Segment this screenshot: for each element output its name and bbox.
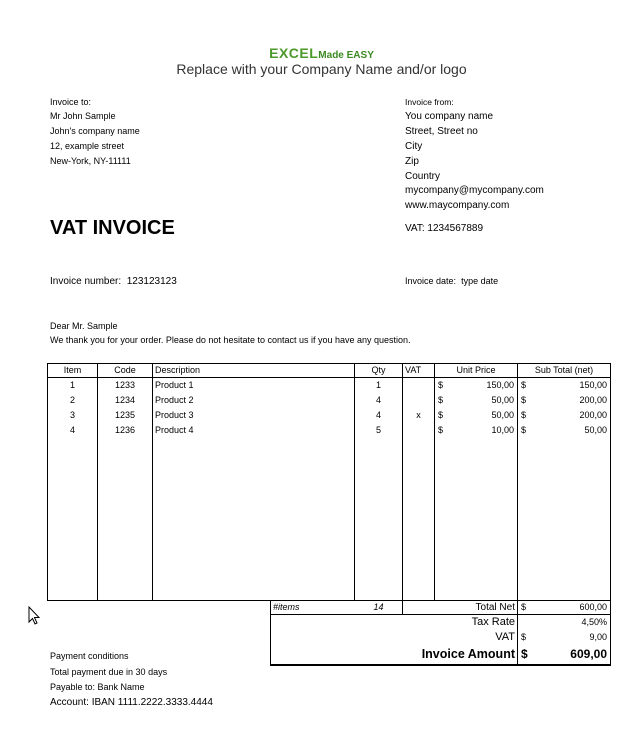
row-unit-price: 50,00 [491,395,514,405]
table-col-border [152,363,153,601]
table-col-border [517,363,518,601]
items-count-label: #items [273,602,300,612]
bank-account: Account: IBAN 1111.2222.3333.4444 [50,697,213,708]
row-description: Product 4 [155,425,194,435]
invoice-amount-currency: $ [521,647,528,661]
invoice-date-value: type date [461,276,499,286]
row-description: Product 2 [155,395,194,405]
row-subtotal: 150,00 [579,380,607,390]
invoice-to-label: Invoice to: [50,97,92,107]
header-description: Description [155,365,201,375]
row-subtotal: 200,00 [579,395,607,405]
row-code: 1233 [114,380,136,390]
row-subtotal: 50,00 [584,425,607,435]
tax-rate-label: Tax Rate [471,616,515,628]
row-subtotal-currency: $ [521,395,527,405]
invoice-amount-label: Invoice Amount [421,647,515,661]
row-qty: 1 [375,380,381,390]
row-code: 1235 [114,410,136,420]
thank-you-message: We thank you for your order. Please do not hesitate to contact us if you have any question. [50,335,411,345]
invoice-date [405,276,498,286]
table-bottom-border [47,600,611,601]
row-item: 3 [69,410,75,420]
bill-from-company: You company name [405,111,494,122]
bill-from-country: Country [405,171,441,182]
bill-to-company: John's company name [50,126,140,136]
total-net-label: Total Net [475,602,515,613]
row-unit-price: 150,00 [486,380,514,390]
row-unit-price-currency: $ [438,380,444,390]
header-unit-price: Unit Price [456,365,496,375]
row-unit-price-currency: $ [438,395,444,405]
row-unit-price-currency: $ [438,410,444,420]
vat-currency: $ [521,632,527,642]
bill-from-email: mycompany@mycompany.com [405,185,544,196]
row-qty: 4 [375,395,381,405]
invoice-from-label: Invoice from: [405,97,454,107]
totals-right-border [610,600,611,665]
invoice-date-label: Invoice date: [405,276,457,286]
mouse-cursor-icon [28,606,42,631]
bill-to-street: 12, example street [50,141,125,151]
invoice-number-label: Invoice number: [50,276,122,287]
bill-from-zip: Zip [405,156,419,167]
payment-conditions-title: Payment conditions [50,651,129,661]
total-net-currency: $ [521,602,527,612]
header-subtotal: Sub Total (net) [534,365,594,375]
row-code: 1236 [114,425,136,435]
row-item: 1 [69,380,75,390]
table-col-border [434,363,435,601]
bill-to-name: Mr John Sample [50,111,116,121]
total-net-value: 600,00 [579,602,607,612]
row-description: Product 3 [155,410,194,420]
payable-to: Payable to: Bank Name [50,682,145,692]
row-vat: x [416,410,421,420]
greeting: Dear Mr. Sample [50,321,118,331]
bill-from-street: Street, Street no [405,126,478,137]
header-item: Item [63,365,82,375]
table-col-border [610,363,611,601]
totals-divider [402,600,403,614]
row-qty: 5 [375,425,381,435]
row-description: Product 1 [155,380,194,390]
company-name-placeholder: Replace with your Company Name and/or logo [176,61,467,77]
row-unit-price: 10,00 [491,425,514,435]
header-code: Code [114,365,136,375]
logo-brand: EXCEL [269,45,319,61]
row-item: 2 [69,395,75,405]
header-qty: Qty [371,365,386,375]
tax-rate-value: 4,50% [581,617,607,627]
items-count: 14 [373,602,384,612]
row-code: 1234 [114,395,136,405]
company-logo [0,45,643,61]
row-subtotal-currency: $ [521,425,527,435]
bill-from-website: www.maycompany.com [405,200,510,211]
row-unit-price-currency: $ [438,425,444,435]
row-unit-price: 50,00 [491,410,514,420]
row-item: 4 [69,425,75,435]
vat-label: VAT [495,631,515,643]
totals-left-border [270,600,271,665]
totals-bottom-border [270,664,611,666]
bill-from-vat: VAT: 1234567889 [405,223,484,234]
invoice-number-value: 123123123 [126,276,177,287]
totals-divider [517,600,518,665]
payment-due: Total payment due in 30 days [50,667,168,677]
bill-to-city: New-York, NY-11111 [50,156,131,166]
row-qty: 4 [375,410,381,420]
row-subtotal-currency: $ [521,380,527,390]
table-col-border [402,363,403,601]
row-subtotal-currency: $ [521,410,527,420]
invoice-number [50,276,177,287]
vat-value: 9,00 [589,632,607,642]
row-subtotal: 200,00 [579,410,607,420]
document-title: VAT INVOICE [50,217,175,239]
invoice-amount-value: 609,00 [570,647,607,661]
header-vat: VAT [405,365,422,375]
bill-from-city: City [405,141,423,152]
logo-tagline: Made EASY [318,50,374,61]
